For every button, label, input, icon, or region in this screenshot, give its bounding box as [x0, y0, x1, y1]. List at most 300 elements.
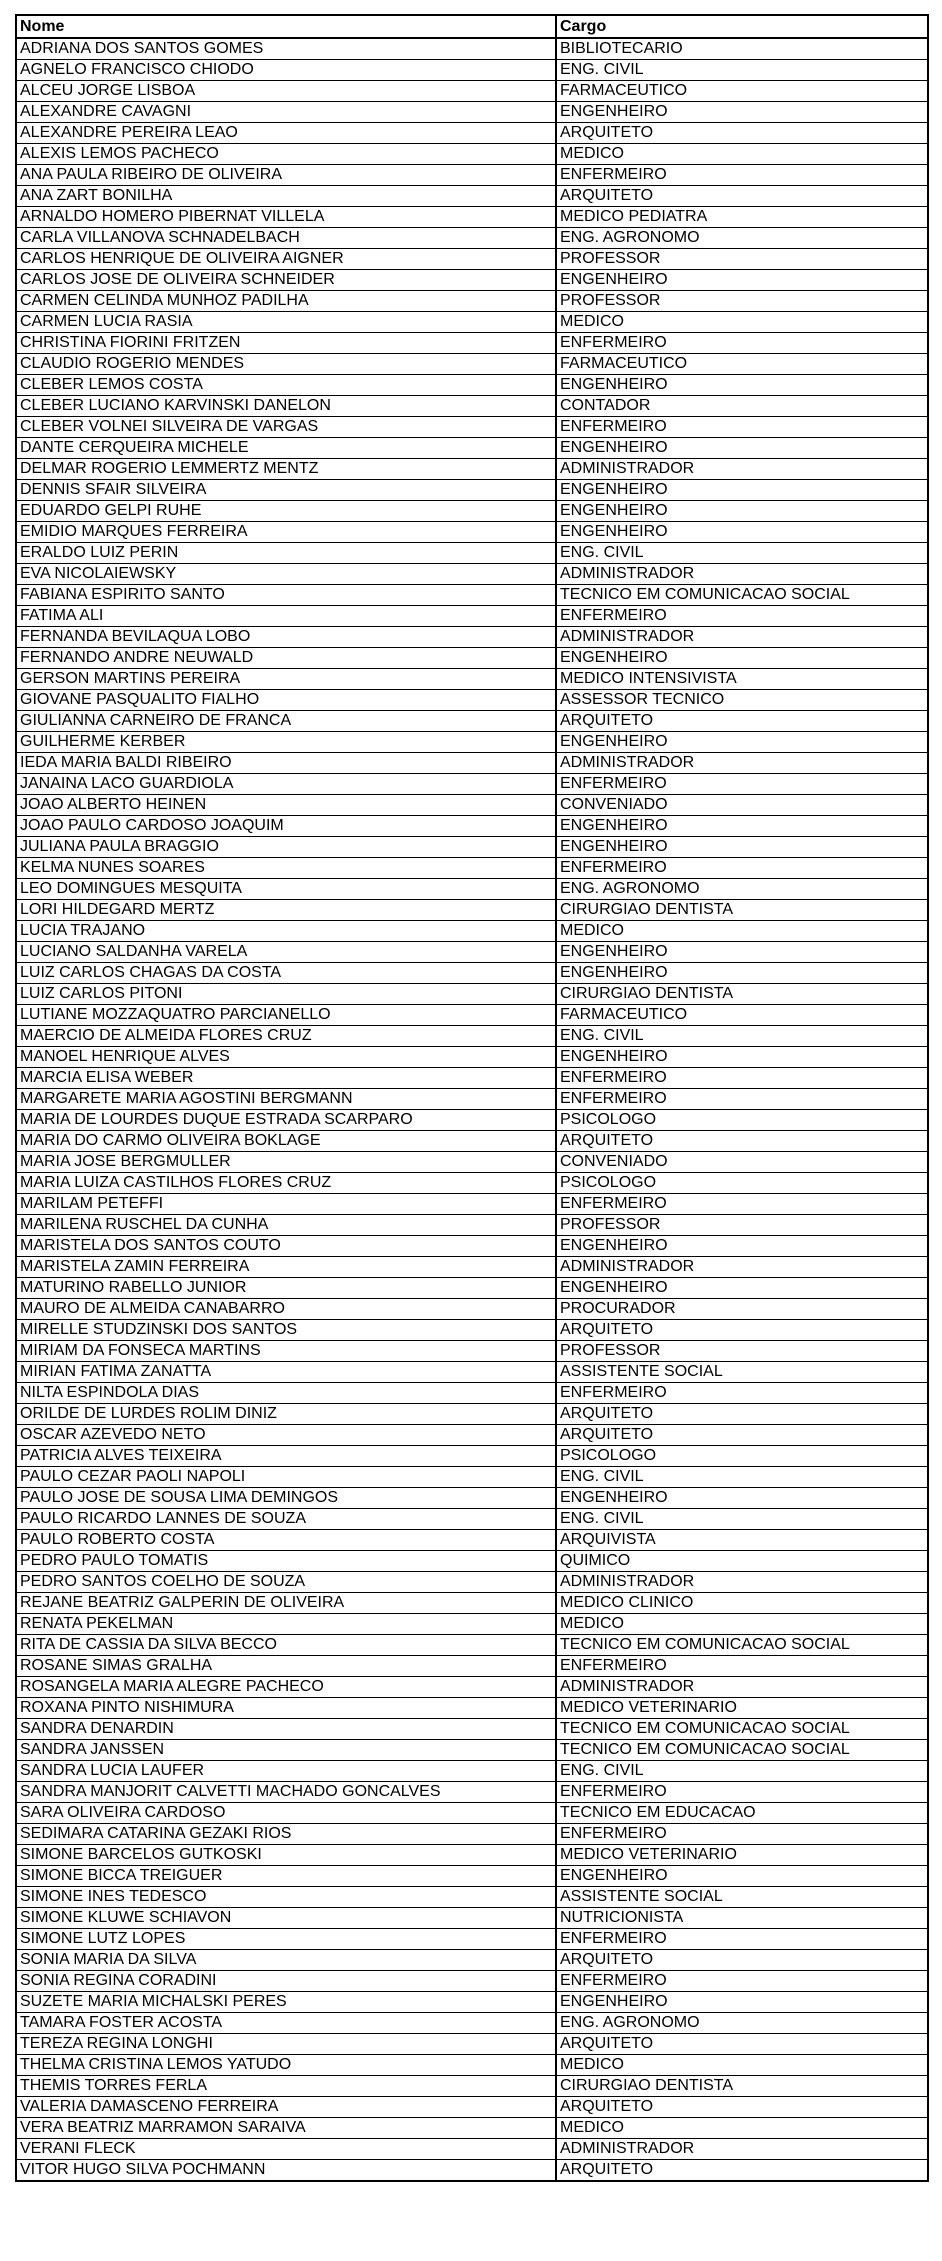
table-row	[16, 1971, 928, 1992]
cell-nome: PAULO ROBERTO COSTA	[16, 1530, 556, 1551]
cell-nome: SANDRA LUCIA LAUFER	[16, 1761, 556, 1782]
cell-nome: PAULO JOSE DE SOUSA LIMA DEMINGOS	[16, 1488, 556, 1509]
table-row	[16, 795, 928, 816]
table-row	[16, 1782, 928, 1803]
cell-nome: LEO DOMINGUES MESQUITA	[16, 879, 556, 900]
cell-cargo: ARQUITETO	[556, 1950, 928, 1971]
cell-cargo: ENGENHEIRO	[556, 732, 928, 753]
cell-nome: SANDRA DENARDIN	[16, 1719, 556, 1740]
table-row	[16, 564, 928, 585]
cell-nome: TEREZA REGINA LONGHI	[16, 2034, 556, 2055]
cell-cargo: PROFESSOR	[556, 291, 928, 312]
table-row	[16, 942, 928, 963]
cell-nome: REJANE BEATRIZ GALPERIN DE OLIVEIRA	[16, 1593, 556, 1614]
cell-nome: ADRIANA DOS SANTOS GOMES	[16, 38, 556, 60]
cell-cargo: ENGENHEIRO	[556, 1488, 928, 1509]
cell-nome: ALCEU JORGE LISBOA	[16, 81, 556, 102]
cell-cargo: ENGENHEIRO	[556, 816, 928, 837]
cell-nome: SANDRA MANJORIT CALVETTI MACHADO GONCALVES	[16, 1782, 556, 1803]
table-row	[16, 81, 928, 102]
cell-nome: SONIA REGINA CORADINI	[16, 1971, 556, 1992]
cell-cargo: ENFERMEIRO	[556, 1971, 928, 1992]
table-row	[16, 1341, 928, 1362]
cell-cargo: ENFERMEIRO	[556, 774, 928, 795]
table-row	[16, 2139, 928, 2160]
table-row	[16, 627, 928, 648]
cell-cargo: ENFERMEIRO	[556, 858, 928, 879]
cell-nome: FATIMA ALI	[16, 606, 556, 627]
cell-cargo: ENGENHEIRO	[556, 1278, 928, 1299]
cell-nome: SIMONE BARCELOS GUTKOSKI	[16, 1845, 556, 1866]
roster-sheet	[15, 14, 927, 2182]
cell-nome: SIMONE INES TEDESCO	[16, 1887, 556, 1908]
table-row	[16, 1068, 928, 1089]
cell-cargo: ARQUITETO	[556, 711, 928, 732]
table-row	[16, 774, 928, 795]
cell-cargo: QUIMICO	[556, 1551, 928, 1572]
table-row	[16, 102, 928, 123]
cell-cargo: ADMINISTRADOR	[556, 564, 928, 585]
cell-cargo: ENGENHEIRO	[556, 501, 928, 522]
cell-nome: CARLOS JOSE DE OLIVEIRA SCHNEIDER	[16, 270, 556, 291]
cell-nome: ARNALDO HOMERO PIBERNAT VILLELA	[16, 207, 556, 228]
cell-cargo: ENGENHEIRO	[556, 963, 928, 984]
cell-cargo: ADMINISTRADOR	[556, 1677, 928, 1698]
header-row	[16, 15, 928, 38]
table-row	[16, 963, 928, 984]
table-row	[16, 816, 928, 837]
table-row	[16, 1635, 928, 1656]
table-row	[16, 1047, 928, 1068]
table-row	[16, 165, 928, 186]
cell-cargo: ENFERMEIRO	[556, 1782, 928, 1803]
cell-nome: ROSANE SIMAS GRALHA	[16, 1656, 556, 1677]
cell-nome: PATRICIA ALVES TEIXEIRA	[16, 1446, 556, 1467]
cell-cargo: TECNICO EM EDUCACAO	[556, 1803, 928, 1824]
cell-nome: EVA NICOLAIEWSKY	[16, 564, 556, 585]
table-row	[16, 606, 928, 627]
cell-cargo: CONTADOR	[556, 396, 928, 417]
cell-cargo: ARQUITETO	[556, 1131, 928, 1152]
cell-nome: DENNIS SFAIR SILVEIRA	[16, 480, 556, 501]
cell-nome: VERANI FLECK	[16, 2139, 556, 2160]
cell-nome: CARMEN LUCIA RASIA	[16, 312, 556, 333]
cell-cargo: ENGENHEIRO	[556, 1236, 928, 1257]
cell-cargo: ENFERMEIRO	[556, 1068, 928, 1089]
cell-nome: JOAO ALBERTO HEINEN	[16, 795, 556, 816]
table-row	[16, 1383, 928, 1404]
cell-cargo: ENFERMEIRO	[556, 333, 928, 354]
table-row	[16, 1173, 928, 1194]
cell-cargo: ENGENHEIRO	[556, 648, 928, 669]
cell-cargo: ENFERMEIRO	[556, 1089, 928, 1110]
cell-nome: TAMARA FOSTER ACOSTA	[16, 2013, 556, 2034]
table-row	[16, 984, 928, 1005]
cell-cargo: ARQUITETO	[556, 1404, 928, 1425]
table-row	[16, 1467, 928, 1488]
cell-cargo: ADMINISTRADOR	[556, 2139, 928, 2160]
table-row	[16, 291, 928, 312]
table-row	[16, 1509, 928, 1530]
table-row	[16, 375, 928, 396]
cell-cargo: PSICOLOGO	[556, 1446, 928, 1467]
table-row	[16, 2076, 928, 2097]
table-row	[16, 1362, 928, 1383]
cell-nome: MARCIA ELISA WEBER	[16, 1068, 556, 1089]
table-row	[16, 417, 928, 438]
table-row	[16, 1761, 928, 1782]
cell-cargo: ADMINISTRADOR	[556, 1572, 928, 1593]
cell-cargo: MEDICO	[556, 144, 928, 165]
cell-nome: JULIANA PAULA BRAGGIO	[16, 837, 556, 858]
cell-cargo: PROCURADOR	[556, 1299, 928, 1320]
table-row	[16, 921, 928, 942]
table-row	[16, 1908, 928, 1929]
cell-nome: ANA ZART BONILHA	[16, 186, 556, 207]
cell-cargo: TECNICO EM COMUNICACAO SOCIAL	[556, 585, 928, 606]
cell-nome: CARMEN CELINDA MUNHOZ PADILHA	[16, 291, 556, 312]
cell-cargo: PROFESSOR	[556, 249, 928, 270]
table-row	[16, 1656, 928, 1677]
cell-nome: THELMA CRISTINA LEMOS YATUDO	[16, 2055, 556, 2076]
cell-nome: VALERIA DAMASCENO FERREIRA	[16, 2097, 556, 2118]
cell-cargo: ARQUITETO	[556, 1320, 928, 1341]
cell-cargo: ENFERMEIRO	[556, 606, 928, 627]
table-row	[16, 228, 928, 249]
cell-nome: NILTA ESPINDOLA DIAS	[16, 1383, 556, 1404]
table-row	[16, 1740, 928, 1761]
cell-cargo: ENGENHEIRO	[556, 102, 928, 123]
cell-nome: FERNANDA BEVILAQUA LOBO	[16, 627, 556, 648]
table-row	[16, 1488, 928, 1509]
table-row	[16, 669, 928, 690]
table-row	[16, 1026, 928, 1047]
table-row	[16, 438, 928, 459]
cell-nome: MARIA DE LOURDES DUQUE ESTRADA SCARPARO	[16, 1110, 556, 1131]
cell-cargo: ENFERMEIRO	[556, 1383, 928, 1404]
table-row	[16, 1425, 928, 1446]
table-row	[16, 123, 928, 144]
cell-nome: SIMONE LUTZ LOPES	[16, 1929, 556, 1950]
table-header	[16, 15, 928, 38]
cell-nome: ORILDE DE LURDES ROLIM DINIZ	[16, 1404, 556, 1425]
cell-nome: MAURO DE ALMEIDA CANABARRO	[16, 1299, 556, 1320]
cell-cargo: ARQUITETO	[556, 2034, 928, 2055]
cell-cargo: FARMACEUTICO	[556, 354, 928, 375]
cell-nome: VERA BEATRIZ MARRAMON SARAIVA	[16, 2118, 556, 2139]
table-row	[16, 711, 928, 732]
table-row	[16, 249, 928, 270]
cell-cargo: CIRURGIAO DENTISTA	[556, 2076, 928, 2097]
cell-nome: JOAO PAULO CARDOSO JOAQUIM	[16, 816, 556, 837]
cell-cargo: ENFERMEIRO	[556, 1929, 928, 1950]
cell-nome: MARGARETE MARIA AGOSTINI BERGMANN	[16, 1089, 556, 1110]
cell-nome: MARILENA RUSCHEL DA CUNHA	[16, 1215, 556, 1236]
table-row	[16, 1110, 928, 1131]
cell-nome: JANAINA LACO GUARDIOLA	[16, 774, 556, 795]
cell-nome: THEMIS TORRES FERLA	[16, 2076, 556, 2097]
cell-cargo: ENG. CIVIL	[556, 1761, 928, 1782]
cell-nome: CARLOS HENRIQUE DE OLIVEIRA AIGNER	[16, 249, 556, 270]
cell-cargo: FARMACEUTICO	[556, 1005, 928, 1026]
table-row	[16, 2034, 928, 2055]
cell-cargo: FARMACEUTICO	[556, 81, 928, 102]
cell-cargo: ENG. AGRONOMO	[556, 879, 928, 900]
table-row	[16, 480, 928, 501]
cell-nome: MANOEL HENRIQUE ALVES	[16, 1047, 556, 1068]
cell-cargo: CONVENIADO	[556, 1152, 928, 1173]
cell-nome: ALEXIS LEMOS PACHECO	[16, 144, 556, 165]
cell-cargo: ENG. CIVIL	[556, 1026, 928, 1047]
cell-nome: IEDA MARIA BALDI RIBEIRO	[16, 753, 556, 774]
cell-cargo: ASSISTENTE SOCIAL	[556, 1887, 928, 1908]
cell-cargo: ARQUITETO	[556, 123, 928, 144]
table-row	[16, 1677, 928, 1698]
cell-cargo: MEDICO	[556, 312, 928, 333]
cell-cargo: ENGENHEIRO	[556, 1866, 928, 1887]
cell-cargo: ENGENHEIRO	[556, 375, 928, 396]
cell-cargo: ARQUITETO	[556, 2160, 928, 2182]
cell-nome: CLEBER LUCIANO KARVINSKI DANELON	[16, 396, 556, 417]
cell-cargo: PROFESSOR	[556, 1215, 928, 1236]
cell-nome: MARISTELA ZAMIN FERREIRA	[16, 1257, 556, 1278]
table-row	[16, 1803, 928, 1824]
table-row	[16, 312, 928, 333]
cell-nome: MARILAM PETEFFI	[16, 1194, 556, 1215]
cell-cargo: MEDICO	[556, 2118, 928, 2139]
table-row	[16, 1845, 928, 1866]
cell-cargo: ENG. CIVIL	[556, 60, 928, 81]
cell-nome: VITOR HUGO SILVA POCHMANN	[16, 2160, 556, 2182]
cell-cargo: ENG. AGRONOMO	[556, 228, 928, 249]
cell-cargo: CONVENIADO	[556, 795, 928, 816]
cell-cargo: ENG. CIVIL	[556, 543, 928, 564]
table-row	[16, 690, 928, 711]
table-row	[16, 1929, 928, 1950]
cell-cargo: ENGENHEIRO	[556, 942, 928, 963]
cell-cargo: CIRURGIAO DENTISTA	[556, 900, 928, 921]
cell-nome: SONIA MARIA DA SILVA	[16, 1950, 556, 1971]
cell-nome: GIOVANE PASQUALITO FIALHO	[16, 690, 556, 711]
cell-cargo: MEDICO	[556, 1614, 928, 1635]
cell-cargo: MEDICO VETERINARIO	[556, 1845, 928, 1866]
cell-nome: FABIANA ESPIRITO SANTO	[16, 585, 556, 606]
cell-cargo: TECNICO EM COMUNICACAO SOCIAL	[556, 1719, 928, 1740]
cell-nome: AGNELO FRANCISCO CHIODO	[16, 60, 556, 81]
cell-cargo: ASSISTENTE SOCIAL	[556, 1362, 928, 1383]
table-row	[16, 2160, 928, 2182]
cell-cargo: ADMINISTRADOR	[556, 753, 928, 774]
table-row	[16, 1698, 928, 1719]
table-row	[16, 1551, 928, 1572]
table-row	[16, 648, 928, 669]
cell-cargo: PSICOLOGO	[556, 1173, 928, 1194]
cell-nome: RITA DE CASSIA DA SILVA BECCO	[16, 1635, 556, 1656]
cell-nome: PAULO RICARDO LANNES DE SOUZA	[16, 1509, 556, 1530]
cell-nome: SANDRA JANSSEN	[16, 1740, 556, 1761]
table-row	[16, 1446, 928, 1467]
cell-cargo: ENG. CIVIL	[556, 1509, 928, 1530]
table-row	[16, 501, 928, 522]
table-row	[16, 1593, 928, 1614]
table-row	[16, 753, 928, 774]
cell-cargo: CIRURGIAO DENTISTA	[556, 984, 928, 1005]
cell-nome: MATURINO RABELLO JUNIOR	[16, 1278, 556, 1299]
cell-nome: OSCAR AZEVEDO NETO	[16, 1425, 556, 1446]
cell-cargo: ENFERMEIRO	[556, 1656, 928, 1677]
table-row	[16, 1194, 928, 1215]
table-row	[16, 1719, 928, 1740]
cell-cargo: ENG. AGRONOMO	[556, 2013, 928, 2034]
cell-cargo: ARQUITETO	[556, 186, 928, 207]
table-row	[16, 60, 928, 81]
cell-nome: GUILHERME KERBER	[16, 732, 556, 753]
cell-cargo: ENGENHEIRO	[556, 1992, 928, 2013]
cell-nome: MARIA LUIZA CASTILHOS FLORES CRUZ	[16, 1173, 556, 1194]
table-row	[16, 1614, 928, 1635]
table-row	[16, 1131, 928, 1152]
cell-nome: ERALDO LUIZ PERIN	[16, 543, 556, 564]
cell-nome: LUIZ CARLOS CHAGAS DA COSTA	[16, 963, 556, 984]
cell-nome: MAERCIO DE ALMEIDA FLORES CRUZ	[16, 1026, 556, 1047]
cell-cargo: ENFERMEIRO	[556, 1194, 928, 1215]
cell-nome: SUZETE MARIA MICHALSKI PERES	[16, 1992, 556, 2013]
cell-cargo: ARQUITETO	[556, 2097, 928, 2118]
cell-nome: CHRISTINA FIORINI FRITZEN	[16, 333, 556, 354]
cell-nome: LUCIA TRAJANO	[16, 921, 556, 942]
cell-nome: DANTE CERQUEIRA MICHELE	[16, 438, 556, 459]
cell-cargo: ENGENHEIRO	[556, 837, 928, 858]
table-row	[16, 1089, 928, 1110]
table-row	[16, 858, 928, 879]
table-row	[16, 522, 928, 543]
cell-cargo: MEDICO VETERINARIO	[556, 1698, 928, 1719]
cell-nome: ALEXANDRE PEREIRA LEAO	[16, 123, 556, 144]
table-row	[16, 396, 928, 417]
cell-nome: PEDRO SANTOS COELHO DE SOUZA	[16, 1572, 556, 1593]
table-row	[16, 38, 928, 60]
table-row	[16, 1992, 928, 2013]
cell-nome: SEDIMARA CATARINA GEZAKI RIOS	[16, 1824, 556, 1845]
cell-cargo: NUTRICIONISTA	[556, 1908, 928, 1929]
cell-cargo: PROFESSOR	[556, 1341, 928, 1362]
cell-cargo: ENFERMEIRO	[556, 417, 928, 438]
table-row	[16, 1887, 928, 1908]
table-row	[16, 732, 928, 753]
cell-nome: PAULO CEZAR PAOLI NAPOLI	[16, 1467, 556, 1488]
table-row	[16, 186, 928, 207]
cell-cargo: ADMINISTRADOR	[556, 459, 928, 480]
header-cargo: Cargo	[556, 15, 928, 38]
cell-nome: LUTIANE MOZZAQUATRO PARCIANELLO	[16, 1005, 556, 1026]
table-row	[16, 2118, 928, 2139]
cell-nome: GIULIANNA CARNEIRO DE FRANCA	[16, 711, 556, 732]
table-row	[16, 879, 928, 900]
cell-nome: PEDRO PAULO TOMATIS	[16, 1551, 556, 1572]
table-row	[16, 1824, 928, 1845]
cell-nome: LUCIANO SALDANHA VARELA	[16, 942, 556, 963]
table-row	[16, 1404, 928, 1425]
cell-cargo: ADMINISTRADOR	[556, 627, 928, 648]
cell-nome: ALEXANDRE CAVAGNI	[16, 102, 556, 123]
cell-nome: EDUARDO GELPI RUHE	[16, 501, 556, 522]
cell-cargo: ENGENHEIRO	[556, 522, 928, 543]
table-row	[16, 1278, 928, 1299]
cell-nome: MARIA DO CARMO OLIVEIRA BOKLAGE	[16, 1131, 556, 1152]
table-row	[16, 270, 928, 291]
cell-cargo: ADMINISTRADOR	[556, 1257, 928, 1278]
cell-cargo: MEDICO INTENSIVISTA	[556, 669, 928, 690]
table-row	[16, 1950, 928, 1971]
cell-cargo: MEDICO	[556, 2055, 928, 2076]
cell-nome: MIRELLE STUDZINSKI DOS SANTOS	[16, 1320, 556, 1341]
table-row	[16, 900, 928, 921]
cell-nome: ROXANA PINTO NISHIMURA	[16, 1698, 556, 1719]
cell-nome: SARA OLIVEIRA CARDOSO	[16, 1803, 556, 1824]
cell-nome: CLAUDIO ROGERIO MENDES	[16, 354, 556, 375]
table-row	[16, 1299, 928, 1320]
table-row	[16, 1866, 928, 1887]
cell-nome: EMIDIO MARQUES FERREIRA	[16, 522, 556, 543]
table-row	[16, 2055, 928, 2076]
cell-nome: CARLA VILLANOVA SCHNADELBACH	[16, 228, 556, 249]
cell-cargo: ENFERMEIRO	[556, 1824, 928, 1845]
table-row	[16, 1005, 928, 1026]
table-row	[16, 2013, 928, 2034]
table-row	[16, 1572, 928, 1593]
roster-table	[15, 14, 929, 2182]
cell-cargo: ENFERMEIRO	[556, 165, 928, 186]
cell-cargo: ARQUIVISTA	[556, 1530, 928, 1551]
cell-nome: LORI HILDEGARD MERTZ	[16, 900, 556, 921]
cell-nome: MARISTELA DOS SANTOS COUTO	[16, 1236, 556, 1257]
cell-cargo: MEDICO	[556, 921, 928, 942]
table-row	[16, 459, 928, 480]
cell-nome: ROSANGELA MARIA ALEGRE PACHECO	[16, 1677, 556, 1698]
table-row	[16, 144, 928, 165]
cell-nome: FERNANDO ANDRE NEUWALD	[16, 648, 556, 669]
table-row	[16, 1236, 928, 1257]
cell-nome: DELMAR ROGERIO LEMMERTZ MENTZ	[16, 459, 556, 480]
cell-nome: MIRIAN FATIMA ZANATTA	[16, 1362, 556, 1383]
cell-cargo: PSICOLOGO	[556, 1110, 928, 1131]
cell-cargo: TECNICO EM COMUNICACAO SOCIAL	[556, 1740, 928, 1761]
table-row	[16, 2097, 928, 2118]
cell-cargo: ENGENHEIRO	[556, 438, 928, 459]
table-row	[16, 837, 928, 858]
cell-cargo: ENG. CIVIL	[556, 1467, 928, 1488]
cell-nome: SIMONE KLUWE SCHIAVON	[16, 1908, 556, 1929]
cell-nome: ANA PAULA RIBEIRO DE OLIVEIRA	[16, 165, 556, 186]
table-row	[16, 1530, 928, 1551]
table-row	[16, 207, 928, 228]
table-row	[16, 543, 928, 564]
cell-cargo: BIBLIOTECARIO	[556, 38, 928, 60]
table-body	[16, 38, 928, 2181]
table-row	[16, 1320, 928, 1341]
cell-nome: CLEBER LEMOS COSTA	[16, 375, 556, 396]
cell-nome: KELMA NUNES SOARES	[16, 858, 556, 879]
table-row	[16, 354, 928, 375]
cell-cargo: ASSESSOR TECNICO	[556, 690, 928, 711]
table-row	[16, 333, 928, 354]
cell-nome: MARIA JOSE BERGMULLER	[16, 1152, 556, 1173]
table-row	[16, 1215, 928, 1236]
table-row	[16, 1152, 928, 1173]
cell-nome: RENATA PEKELMAN	[16, 1614, 556, 1635]
table-row	[16, 1257, 928, 1278]
cell-nome: CLEBER VOLNEI SILVEIRA DE VARGAS	[16, 417, 556, 438]
